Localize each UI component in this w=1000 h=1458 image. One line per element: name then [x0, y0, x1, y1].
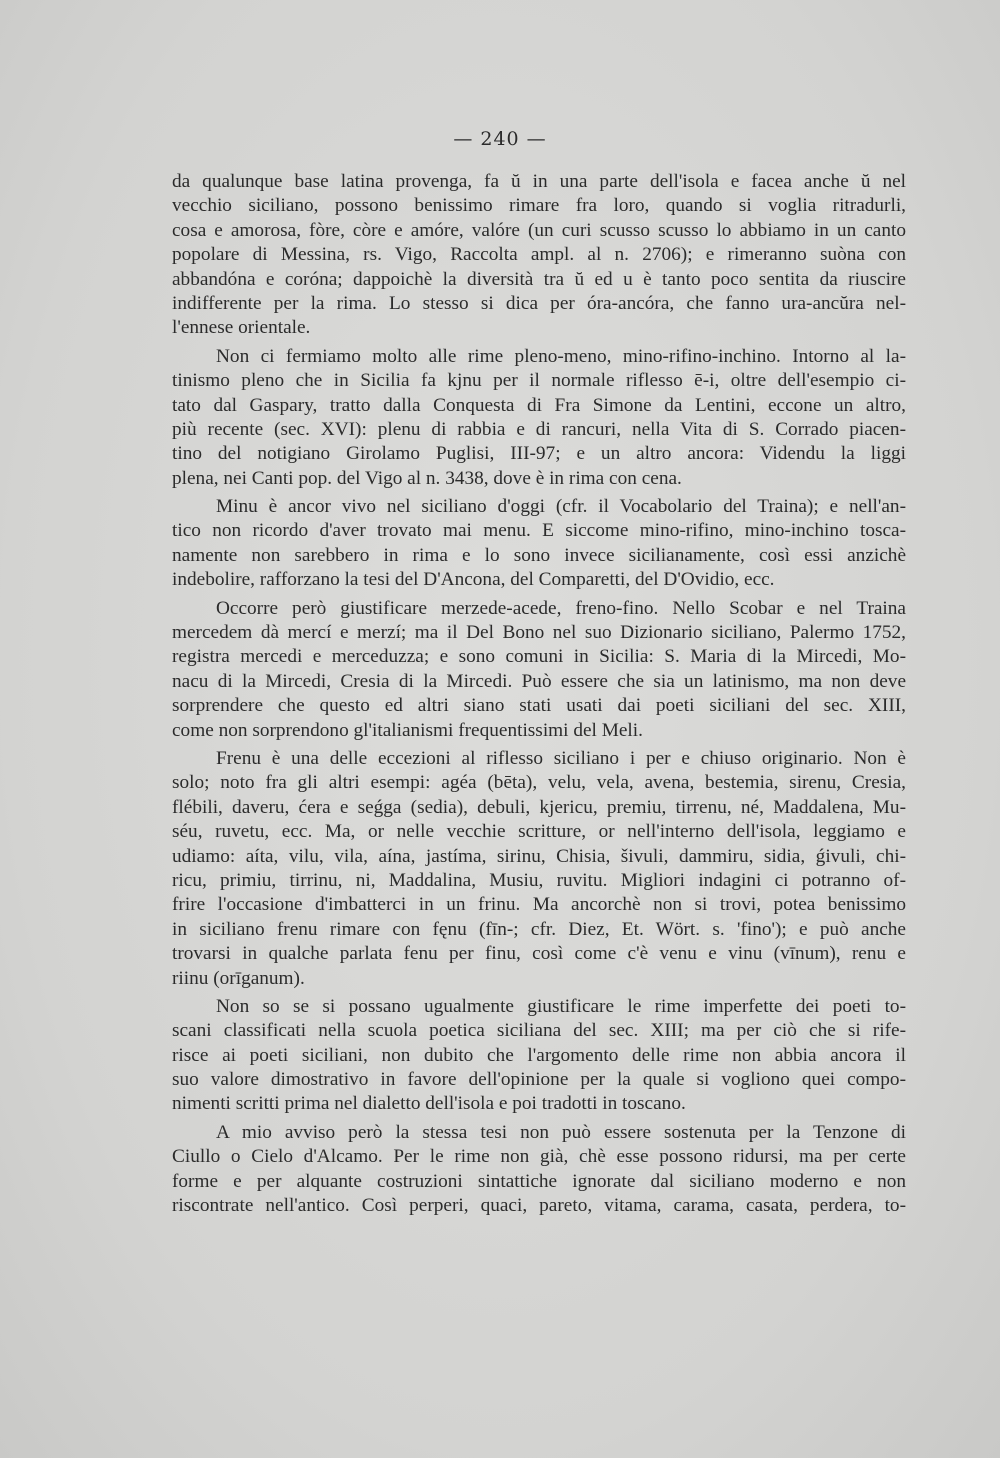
text-line: trovarsi in qualche parlata fenu per finu, così come c'è venu e vinu (vīnum), renu e: [172, 943, 906, 965]
paragraph: [172, 345, 906, 491]
text-line: A mio avviso però la stessa tesi non può essere sostenuta per la Tenzone di: [216, 1121, 906, 1143]
text-line: ricu, primiu, tirrinu, ni, Maddalina, Musiu, ruvitu. Migliori indagini ci potranno of-: [172, 869, 906, 891]
text-line: risce ai poeti siciliani, non dubito che l'argomento delle rime non abbia ancora il: [172, 1044, 906, 1066]
text-line: nimenti scritti prima nel dialetto dell'isola e poi tradotti in toscano.: [172, 1093, 686, 1115]
text-line: l'ennese orientale.: [172, 317, 311, 339]
text-line: tino del notigiano Girolamo Puglisi, III-97; e un altro ancora: Videndu la liggi: [172, 443, 906, 465]
text-line: abbandóna e coróna; dappoichè la diversità tra ŭ ed u è tanto poco sentita da riuscire: [172, 268, 906, 290]
text-line: suo valore dimostrativo in favore dell'opinione per la quale si vogliono quei compo-: [172, 1069, 906, 1091]
text-line: udiamo: aíta, vilu, vila, aína, jastíma, sirinu, Chisia, šivuli, dammiru, sidia, ǵivuli, chi-: [172, 845, 906, 867]
text-line: namente non sarebbero in rima e lo sono invece sicilianamente, così essi anzichè: [172, 544, 906, 566]
text-line: cosa e amorosa, fòre, còre e amóre, valóre (un curi scusso scusso lo abbiamo in un canto: [172, 219, 906, 241]
text-line: scani classificati nella scuola poetica siciliana del sec. XIII; ma per ciò che si rife-: [172, 1020, 906, 1042]
text-line: indifferente per la rima. Lo stesso si dica per óra-ancóra, che fanno ura-ancŭra nel-: [172, 292, 906, 314]
text-line: Non so se si possano ugualmente giustificare le rime imperfette dei poeti to-: [216, 995, 906, 1017]
text-line: Occorre però giustificare merzede-acede, freno-fino. Nello Scobar e nel Traina: [216, 597, 906, 619]
paragraph: [172, 995, 906, 1117]
text-line: sorprendere che questo ed altri siano stati usati dai poeti siciliani del sec. XIII,: [172, 695, 906, 717]
text-line: Non ci fermiamo molto alle rime pleno-meno, mino-rifino-inchino. Intorno al la-: [216, 345, 906, 367]
text-line: frire l'occasione d'imbatterci in un frinu. Ma ancorchè non si trovi, potea benissimo: [172, 894, 906, 916]
text-line: Minu è ancor vivo nel siciliano d'oggi (cfr. il Vocabolario del Traina); e nell'an-: [216, 496, 906, 518]
text-line: Ciullo o Cielo d'Alcamo. Per le rime non già, chè esse possono ridursi, ma per certe: [172, 1146, 906, 1168]
text-line: indebolire, rafforzano la tesi del D'Ancona, del Comparetti, del D'Ovidio, ecc.: [172, 569, 775, 591]
text-line: tinismo pleno che in Sicilia fa kjnu per il normale riflesso ē-i, oltre dell'esempio ci-: [172, 370, 906, 392]
text-line: séu, ruvetu, ecc. Ma, or nelle vecchie scritture, or nell'interno dell'isola, leggiamo e: [172, 821, 906, 843]
text-line: registra mercedi e merceduzza; e sono comuni in Sicilia: S. Maria di la Mircedi, Mo-: [172, 646, 906, 668]
paragraph: [172, 170, 906, 341]
text-line: come non sorprendono gl'italianismi frequentissimi del Meli.: [172, 719, 643, 741]
paragraph: [172, 495, 906, 593]
text-line: riinu (orīganum).: [172, 967, 305, 989]
text-body: [172, 170, 906, 1222]
text-line: plena, nei Canti pop. del Vigo al n. 3438, dove è in rima con cena.: [172, 467, 682, 489]
paragraph: [172, 747, 906, 991]
text-line: da qualunque base latina provenga, fa ŭ in una parte dell'isola e facea anche ŭ nel: [172, 171, 906, 192]
text-line: forme e per alquante costruzioni sintattiche ignorate dal siciliano moderno e non: [172, 1170, 906, 1192]
paragraph: [172, 1121, 906, 1219]
text-line: nacu di la Mircedi, Cresia di la Mircedi. Può essere che sia un latinismo, ma non deve: [172, 670, 906, 692]
text-line: mercedem dà mercí e merzí; ma il Del Bono nel suo Dizionario siciliano, Palermo 1752,: [172, 622, 906, 644]
text-line: solo; noto fra gli altri esempi: agéa (bēta), velu, vela, avena, bestemia, sirenu, Cresia,: [172, 772, 906, 794]
text-line: Frenu è una delle eccezioni al riflesso siciliano i per e chiuso originario. Non è: [216, 747, 906, 769]
paragraph: [172, 597, 906, 743]
text-line: popolare di Messina, rs. Vigo, Raccolta ampl. al n. 2706); e rimeranno suòna con: [172, 244, 906, 266]
page-number: — 240 —: [453, 128, 547, 150]
text-line: tico non ricordo d'aver trovato mai menu. E siccome mino-rifino, mino-inchino tosca-: [172, 520, 906, 542]
text-line: tato dal Gaspary, tratto dalla Conquesta di Fra Simone da Lentini, eccone un altro,: [172, 394, 906, 416]
text-line: riscontrate nell'antico. Così perperi, quaci, pareto, vitama, carama, casata, perdera, to-: [172, 1195, 906, 1217]
text-line: flébili, daveru, ćera e seǵga (sedia), debuli, kjericu, premiu, tirrenu, né, Maddalena, Mu-: [172, 796, 906, 818]
text-line: più recente (sec. XVI): plenu di rabbia e di rancuri, nella Vita di S. Corrado piacen-: [172, 418, 906, 440]
text-line: in siciliano frenu rimare con fęnu (fīn-; cfr. Diez, Et. Wört. s. 'fino'); e può anche: [172, 918, 906, 940]
text-line: vecchio siciliano, possono benissimo rimare fra loro, quando si voglia ritradurli,: [172, 195, 906, 217]
